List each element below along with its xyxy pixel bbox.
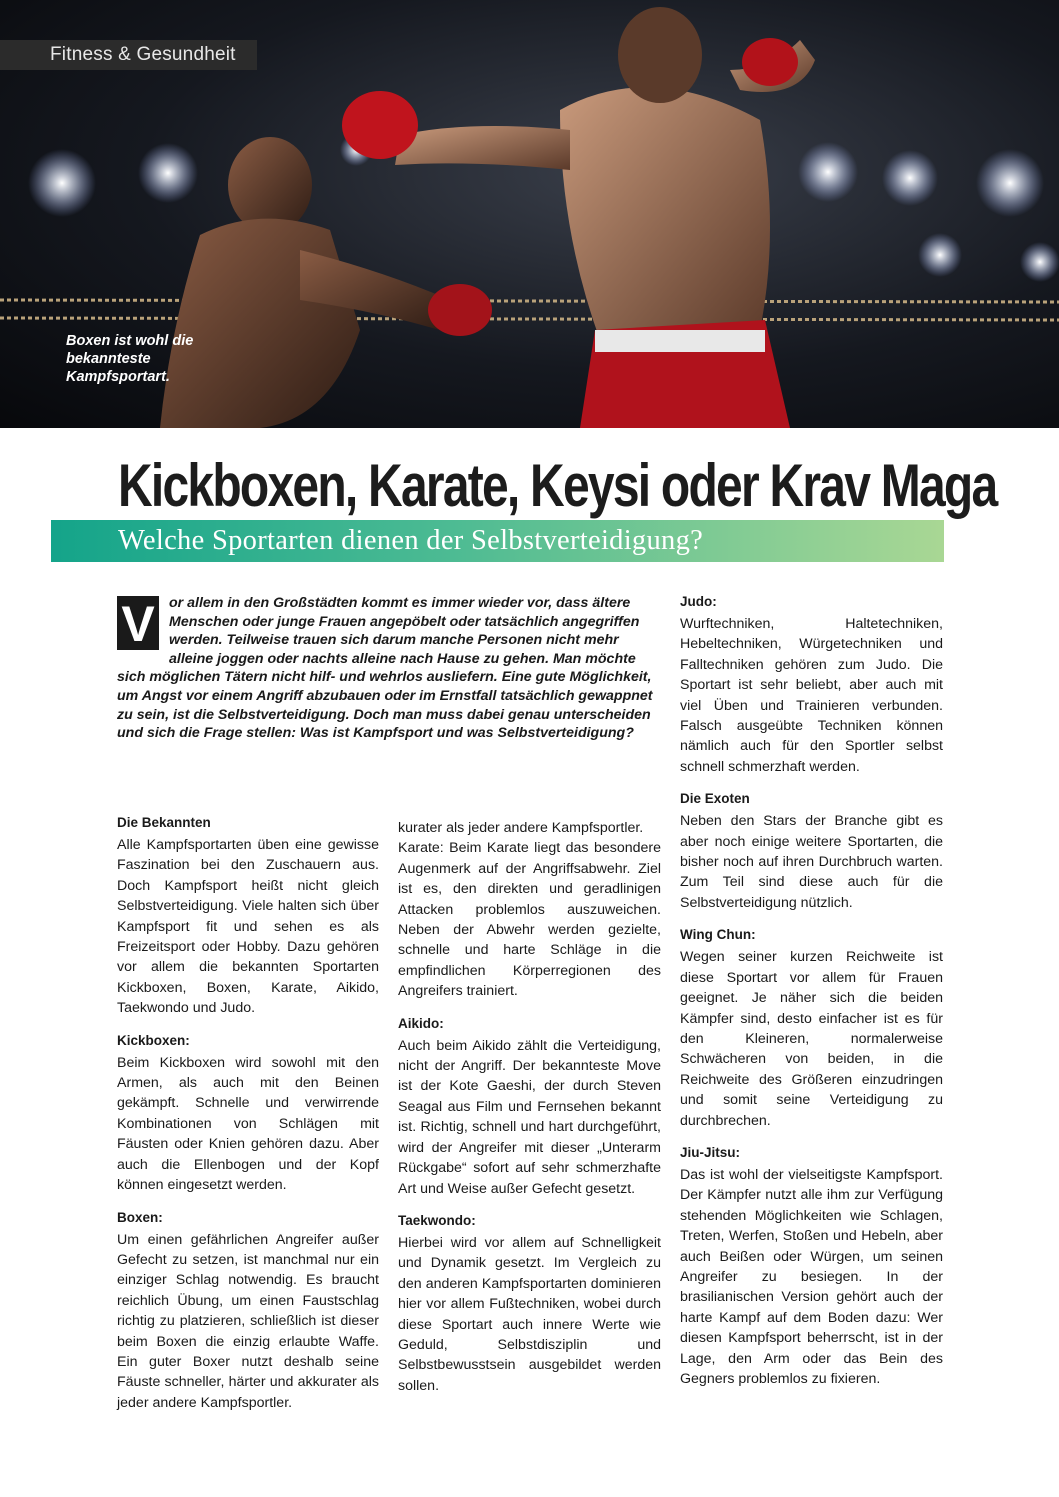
dropcap: V (117, 596, 159, 650)
body-aikido: Auch beim Aikido zählt die Verteidigung, nicht der Angriff. Der bekannteste Move ist der Kote Gaeshi, der durch Steven Seagal aus Film und Fernsehen bekannt ist. Richtig, schnell und hart durchgeführt, wird der Angreifer mit dieser „Unterarm Rückgabe“ sofort auf sehr schmerzhafte Art und Weise außer Gefecht gesetzt. (398, 1037, 661, 1197)
column-3 (680, 592, 943, 1401)
intro-paragraph (117, 594, 657, 743)
body-boxen-continued: kurater als jeder andere Kampfsportler. (398, 820, 644, 836)
body-karate: Karate: Beim Karate liegt das besondere Augenmerk auf der Angriffsabwehr. Ziel ist es, den direkten und geradlinigen Attacken problemlos auszuweichen. Neben der Abwehr werden gezielte, schnelle und harte Schläge in die empfindlichen Körperregionen des Angreifers trainiert. (398, 840, 661, 1000)
body-kickboxen: Beim Kickboxen wird sowohl mit den Armen, als auch mit den Beinen gekämpft. Schnelle und verwirrende Kombinationen von Schlägen mit Fäusten oder Knien gehören dazu. Aber auch die Ellenbogen und der Kopf können eingesetzt werden. (117, 1054, 379, 1194)
body-judo: Wurftechniken, Haltetechniken, Hebeltechniken, Würgetechniken und Falltechniken gehören zum Judo. Die Sportart ist sehr beliebt, aber auch mit viel Üben und Trainieren verbunden. Falsch ausgeübte Techniken können nämlich auch für den Sportler selbst schnell schmerzhaft werden. (680, 616, 943, 775)
headline: Kickboxen, Karate, Keysi oder Krav Maga (118, 452, 997, 519)
column-2 (398, 818, 661, 1408)
heading-exoten: Die Exoten (680, 791, 750, 807)
body-exoten: Neben den Stars der Branche gibt es aber noch einige weitere Sportarten, die bisher noch auf ihren Durchbruch warten. Zum Teil sind diese auch für die Selbstverteidigung nützlich. (680, 813, 943, 911)
heading-aikido: Aikido: (398, 1015, 444, 1031)
body-taekwondo: Hierbei wird vor allem auf Schnelligkeit und Dynamik gesetzt. Im Vergleich zu den anderen Kampfsportarten dominieren hier vor allem Fußtechniken, wobei durch diese Sportart auch innere Werte wie Geduld, Selbstdisziplin und Selbstbewusstsein ausgebildet werden sollen. (398, 1234, 661, 1394)
intro-text: or allem in den Großstädten kommt es immer wieder vor, dass ältere Menschen oder junge Frauen angepöbelt oder tatsächlich angegriffen werden. Teilweise trauen sich darum manche Personen nicht mehr alleine joggen oder nachts alleine nach Hause zu gehen. Man möchte sich möglichen Tätern nicht hilf- und wehrlos ausliefern. Eine gute Möglichkeit, um Angst vor einem Angriff abzubauen oder im Ernstfall tatsächlich gewappnet zu sein, ist die Selbstverteidigung. Doch man muss dabei genau unterscheiden und sich die Frage stellen: Was ist Kampfsport und was Selbstverteidigung? (117, 595, 653, 742)
heading-jiujitsu: Jiu-Jitsu: (680, 1144, 741, 1160)
subtitle: Welche Sportarten dienen der Selbstverteidigung? (118, 525, 704, 556)
section-tag: Fitness & Gesundheit (0, 40, 257, 70)
heading-boxen: Boxen: (117, 1209, 163, 1225)
body-bekannten: Alle Kampfsportarten üben eine gewisse Faszination bei den Zuschauern aus. Doch Kampfsport heißt nicht gleich Selbstverteidigung. Viele halten sich über Kampfsport fit und sehen es als Freizeitsport oder Hobby. Dazu gehören vor allem die bekannten Sportarten Kickboxen, Boxen, Karate, Aikido, Taekwondo und Judo. (117, 837, 379, 1017)
heading-wingchun: Wing Chun: (680, 927, 756, 943)
body-jiujitsu: Das ist wohl der vielseitigste Kampfsport. Der Kämpfer nutzt alle ihm zur Verfügung stehenden Möglichkeiten wie Schlagen, Treten, Werfen, Stoßen und Hebeln, aber auch Beißen oder Würgen, um seinen Angreifer zu besiegen. In der brasilianischen Version gehört auch der harte Kampf auf dem Boden dazu: Wer diesen Kampfsport beherrscht, ist in der Lage, den Arm oder das Bein des Gegners problemlos zu fixieren. (680, 1166, 943, 1387)
heading-judo: Judo: (680, 594, 717, 609)
heading-bekannten: Die Bekannten (117, 815, 211, 830)
column-1 (117, 813, 379, 1411)
body-boxen: Um einen gefährlichen Angreifer außer Gefecht zu setzen, ist manchmal nur ein einziger Schlag notwendig. Es braucht reichlich Übung, um einen Faustschlag richtig zu platzieren, schließlich ist dieser beim Boxen die einzig erlaubte Waffe. Ein guter Boxer nutzt deshalb seine Fäuste schneller, härter und akkurater als jeder andere Kampfsportler. (117, 1231, 379, 1411)
subtitle-bar (51, 520, 944, 562)
ring-ropes (0, 300, 1059, 320)
heading-kickboxen: Kickboxen: (117, 1032, 190, 1048)
left-boxer (160, 137, 492, 428)
photo-caption: Boxen ist wohl die bekannteste Kampfsportart. (66, 333, 194, 385)
body-wingchun: Wegen seiner kurzen Reichweite ist diese Sportart vor allem für Frauen geeignet. Je näher sich die beiden Kämpfer sind, desto einfacher ist es für den Kleineren, normalerweise Schwächeren von beiden, in die Reichweite des Größeren einzudringen und somit seine Verteidigung zu durchbrechen. (680, 949, 943, 1129)
right-boxer (342, 7, 815, 428)
hero-photo (0, 0, 1059, 428)
heading-taekwondo: Taekwondo: (398, 1212, 476, 1228)
